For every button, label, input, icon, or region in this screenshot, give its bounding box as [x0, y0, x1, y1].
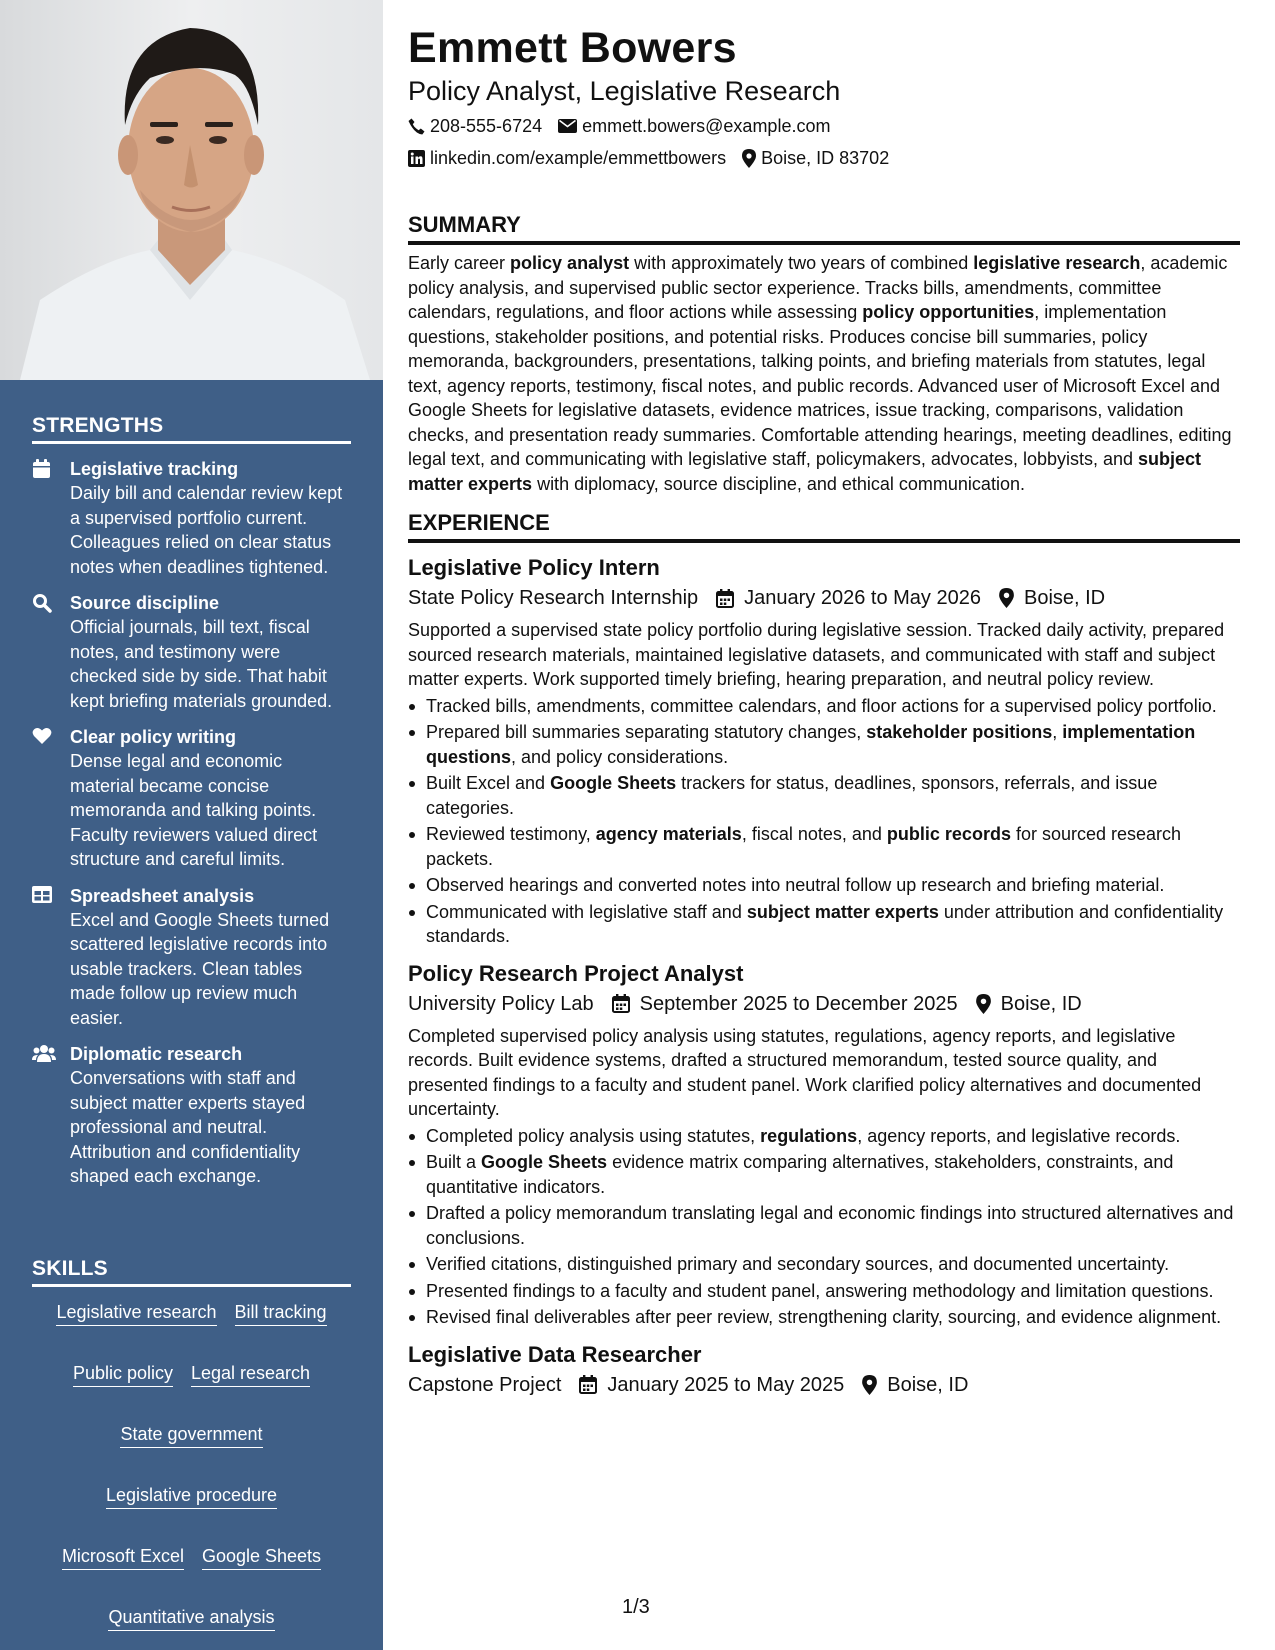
- strength-text: Dense legal and economic material became concise memoranda and talking points. Faculty reviewers valued direct structure and careful limits.: [70, 751, 318, 869]
- page-number: 1/3: [622, 1596, 650, 1618]
- text-run: , agency reports, and legislative records.: [857, 1125, 1181, 1146]
- bullet-item: [408, 1150, 1240, 1199]
- job-dates: [579, 1370, 844, 1400]
- bullet-item: [408, 771, 1240, 820]
- job-meta: [408, 583, 1240, 613]
- strengths-heading: STRENGTHS: [32, 414, 351, 444]
- skill-tag: Quantitative analysis: [108, 1606, 274, 1631]
- job-org: [408, 583, 698, 613]
- strength-item: [32, 885, 351, 1031]
- email-contact[interactable]: [558, 110, 830, 142]
- job-entry: [408, 553, 1240, 949]
- main-content: [408, 22, 1240, 1400]
- phone-contact[interactable]: [408, 110, 542, 142]
- bold-text: agency materials: [595, 824, 742, 844]
- calendar-icon: [32, 458, 70, 579]
- search-icon: [32, 592, 70, 713]
- experience-list: [408, 553, 1240, 1400]
- strength-text: Daily bill and calendar review kept a supervised portfolio current. Colleagues relied on clear status notes when deadlines tightened.: [70, 483, 343, 577]
- strength-title: Diplomatic research: [70, 1044, 243, 1064]
- bold-text: subject matter experts: [746, 901, 939, 922]
- summary-heading: SUMMARY: [408, 212, 1240, 245]
- users-icon: [32, 1043, 70, 1189]
- text-run: , academic policy analysis, and supervised public sector experience. Tracks bills, amendments, committee calendars, regulations, and floor actions while assessing: [408, 253, 1228, 322]
- strength-item: [32, 726, 351, 872]
- job-title: Policy Research Project Analyst: [408, 960, 744, 986]
- job-entry: [408, 1340, 1240, 1400]
- bold-text: subject matter experts: [408, 449, 1202, 494]
- strength-title: Legislative tracking: [70, 459, 239, 479]
- text-run: with approximately two years of combined: [629, 253, 974, 273]
- bold-text: Google Sheets: [550, 773, 677, 793]
- job-dates: [612, 989, 958, 1019]
- candidate-name: Emmett Bowers: [408, 24, 737, 72]
- text-run: trackers for status, deadlines, sponsors, referrals, and issue categories.: [426, 773, 1158, 818]
- bullet-item: [408, 822, 1240, 871]
- map-pin-icon: [862, 1375, 877, 1395]
- text-run: , fiscal notes, and: [741, 824, 887, 844]
- envelope-icon: [558, 119, 577, 133]
- text-run: Communicated with legislative staff and: [426, 901, 747, 922]
- bold-text: policy opportunities: [862, 302, 1035, 322]
- table-icon: [32, 885, 70, 1031]
- job-dates-text: January 2025 to May 2025: [607, 1373, 845, 1396]
- bullet-item: [408, 873, 1240, 898]
- linkedin-icon: [408, 150, 425, 167]
- sidebar: [0, 0, 383, 1650]
- strength-text: Excel and Google Sheets turned scattered legislative records into usable trackers. Clean tables made follow up review much easier.: [70, 909, 330, 1028]
- job-org: [408, 989, 594, 1019]
- map-pin-icon: [999, 588, 1014, 608]
- job-description: Supported a supervised state policy portfolio during legislative session. Tracked daily activity, prepared sourced research materials, maintained legislative datasets, and communicated with staff and subject matter experts. Work supported timely briefing, hearing preparation, and neutral policy review.: [408, 620, 1225, 689]
- bullet-item: [408, 1305, 1240, 1330]
- bullet-item: [408, 1124, 1240, 1149]
- bullet-item: [408, 900, 1240, 949]
- skill-tag: Microsoft Excel: [62, 1545, 184, 1570]
- job-org-text: State Policy Research Internship: [408, 587, 699, 609]
- text-run: Revised final deliverables after peer review, strengthening clarity, sourcing, and evidence alignment.: [426, 1307, 1222, 1327]
- job-description: Completed supervised policy analysis using statutes, regulations, agency reports, and legislative records. Built evidence systems, drafted a structured memorandum, tested source quality, and presented findings to a faculty and student panel. Work clarified policy alternatives and documented uncertainty.: [408, 1025, 1202, 1119]
- bullet-item: [408, 720, 1240, 769]
- job-location-text: Boise, ID: [1000, 992, 1082, 1015]
- skill-tag: Public policy: [73, 1362, 173, 1387]
- strength-item: [32, 1043, 351, 1189]
- email-text: emmett.bowers@example.com: [582, 116, 831, 136]
- strength-title: Clear policy writing: [70, 727, 237, 747]
- strength-item: [32, 592, 351, 713]
- text-run: Drafted a policy memorandum translating legal and economic findings into structured alternatives and conclusions.: [426, 1203, 1234, 1248]
- job-location-text: Boise, ID: [1023, 587, 1106, 609]
- skill-tag: Legislative procedure: [106, 1484, 277, 1509]
- phone-text: 208-555-6724: [430, 116, 543, 136]
- skill-tag: Legislative research: [56, 1301, 216, 1326]
- job-dates: [716, 583, 981, 613]
- strengths-section: [32, 414, 351, 1189]
- skills-list: [32, 1301, 351, 1631]
- text-run: , implementation questions, stakeholder positions, and potential risks. Produces concise bill summaries, policy memoranda, backgrounders, presentations, talking points, and briefing materials from statutes, legal text, agency reports, testimony, fiscal notes, and public records. Advanced user of Microsoft Excel and Google Sheets for legislative datasets, evidence matrices, issue tracking, comparisons, validation checks, and presentation ready summaries. Comfortable attending hearings, meeting deadlines, editing legal text, and communicating with legislative staff, policymakers, advocates, lobbyists, and: [408, 302, 1232, 469]
- text-run: ,: [1052, 722, 1063, 742]
- text-run: Tracked bills, amendments, committee calendars, and floor actions for a supervised policy portfolio.: [426, 695, 1217, 716]
- job-title: Legislative Policy Intern: [408, 555, 660, 580]
- skills-section: [32, 1257, 351, 1631]
- strength-text: Conversations with staff and subject matter experts stayed professional and neutral. Attribution and confidentiality shaped each exchange.: [70, 1068, 306, 1186]
- job-dates-text: September 2025 to December 2025: [639, 992, 958, 1015]
- bullet-item: [408, 694, 1240, 719]
- linkedin-text: linkedin.com/example/emmettbowers: [430, 148, 727, 168]
- text-run: Prepared bill summaries separating statutory changes,: [426, 722, 867, 742]
- map-pin-icon: [976, 994, 991, 1014]
- experience-heading: EXPERIENCE: [408, 510, 1240, 543]
- job-title: Legislative Data Researcher: [408, 1341, 702, 1367]
- calendar-icon: [579, 1375, 597, 1394]
- job-entry: [408, 959, 1240, 1330]
- skill-tag: Google Sheets: [202, 1545, 321, 1570]
- text-run: , and policy considerations.: [511, 746, 729, 767]
- bold-text: policy analyst: [510, 253, 630, 273]
- text-run: for sourced research packets.: [426, 824, 1182, 869]
- contact-row: [408, 110, 1240, 142]
- bullet-item: [408, 1201, 1240, 1250]
- strength-text: Official journals, bill text, fiscal notes, and testimony were checked side by side. That habit kept briefing materials grounded.: [70, 617, 333, 711]
- text-run: Verified citations, distinguished primary and secondary sources, and documented uncertainty.: [426, 1254, 1170, 1274]
- skill-tag: Legal research: [191, 1362, 310, 1387]
- strength-title: Spreadsheet analysis: [70, 885, 255, 906]
- bullet-item: [408, 1279, 1240, 1304]
- job-dates-text: January 2026 to May 2026: [744, 587, 981, 609]
- linkedin-contact[interactable]: [408, 142, 726, 174]
- bold-text: stakeholder positions: [866, 722, 1053, 742]
- skill-tag: Bill tracking: [235, 1301, 327, 1326]
- job-bullets: [408, 1124, 1240, 1330]
- bullet-item: [408, 1252, 1240, 1277]
- job-location-text: Boise, ID: [887, 1373, 969, 1396]
- text-run: Built Excel and: [426, 773, 551, 793]
- bold-text: public records: [886, 824, 1011, 844]
- text-run: evidence matrix comparing alternatives, stakeholders, constraints, and quantitative indicators.: [426, 1152, 1174, 1197]
- job-meta: [408, 1370, 1240, 1400]
- job-meta: [408, 989, 1240, 1019]
- phone-icon: [408, 118, 425, 135]
- location-text: Boise, ID 83702: [761, 148, 890, 168]
- text-run: Early career: [408, 253, 511, 273]
- calendar-icon: [716, 589, 734, 608]
- map-pin-icon: [742, 149, 756, 168]
- job-bullets: [408, 694, 1240, 949]
- job-org-text: University Policy Lab: [408, 992, 594, 1015]
- job-location: [862, 1370, 968, 1400]
- text-run: Observed hearings and converted notes into neutral follow up research and briefing material.: [426, 875, 1165, 895]
- bold-text: implementation questions: [426, 722, 1196, 767]
- heart-icon: [32, 726, 70, 872]
- text-run: under attribution and confidentiality standards.: [426, 901, 1224, 946]
- bold-text: legislative research: [973, 253, 1141, 273]
- strength-item: [32, 458, 351, 579]
- text-run: Presented findings to a faculty and student panel, answering methodology and limitation questions.: [426, 1280, 1214, 1301]
- job-location: [976, 989, 1082, 1019]
- job-org: [408, 1370, 561, 1400]
- candidate-title: Policy Analyst, Legislative Research: [408, 76, 841, 106]
- location-contact: [742, 142, 889, 174]
- summary-text: [408, 251, 1240, 496]
- contact-row: [408, 142, 1240, 174]
- job-org-text: Capstone Project: [408, 1373, 562, 1396]
- text-run: Reviewed testimony,: [426, 824, 596, 844]
- text-run: Built a: [426, 1152, 482, 1172]
- text-run: Completed policy analysis using statutes,: [426, 1125, 761, 1146]
- skills-heading: SKILLS: [32, 1257, 351, 1287]
- job-location: [999, 583, 1105, 613]
- calendar-icon: [612, 994, 630, 1013]
- profile-photo: [0, 0, 383, 380]
- skill-tag: State government: [120, 1423, 262, 1448]
- strength-title: Source discipline: [70, 593, 220, 613]
- bold-text: regulations: [760, 1125, 858, 1146]
- text-run: with diplomacy, source discipline, and ethical communication.: [532, 473, 1025, 494]
- bold-text: Google Sheets: [481, 1152, 608, 1172]
